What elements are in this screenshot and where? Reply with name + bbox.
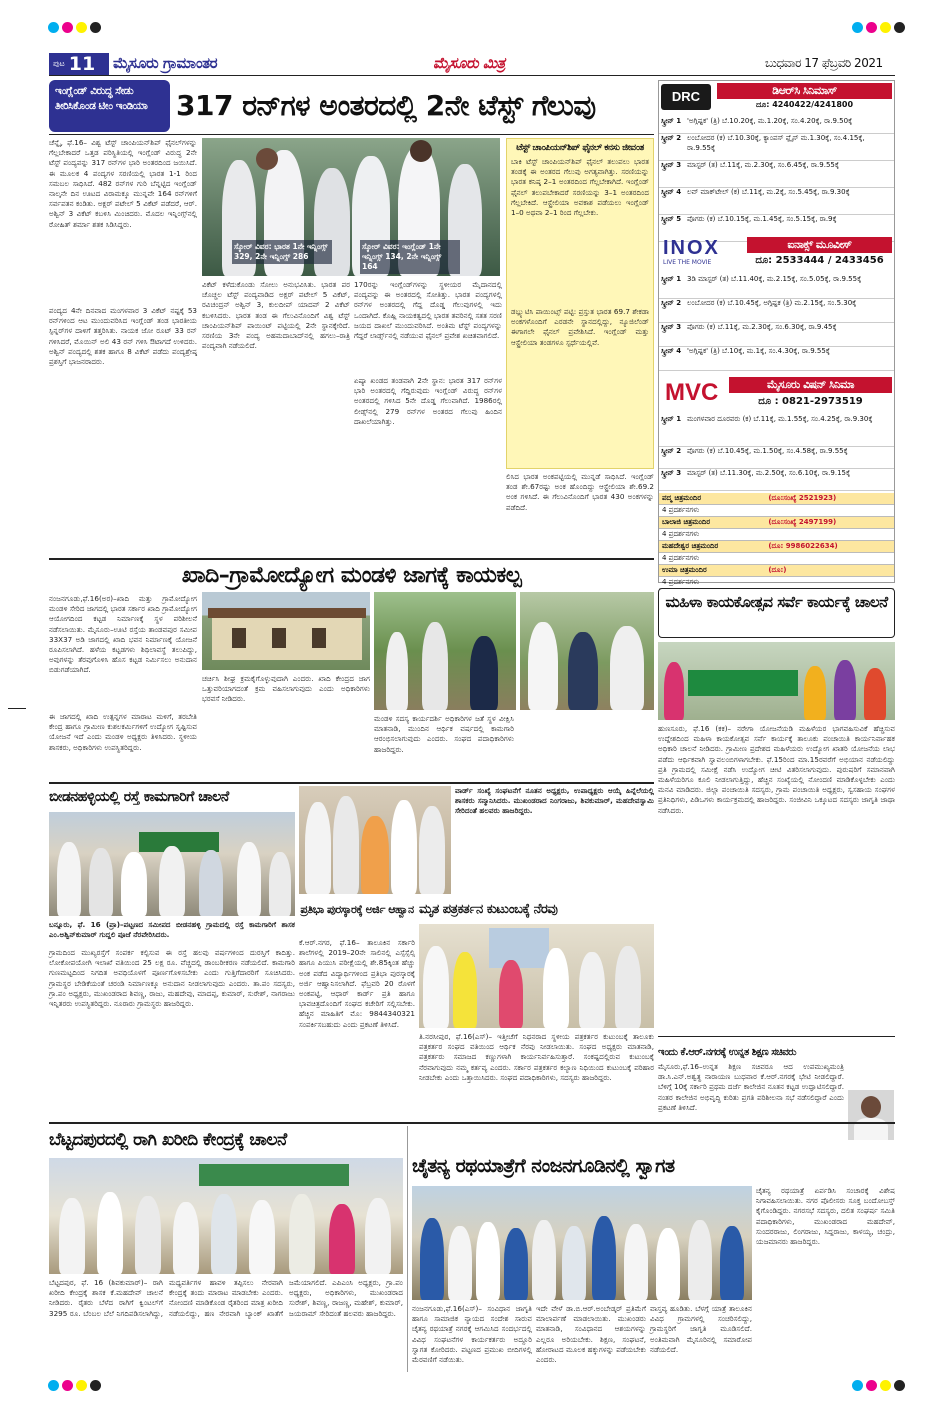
rath-headline-box: [412, 1150, 895, 1182]
lead-body-3: ವಿಕೆಟ್ ಕಳೆದುಕೊಂಡು ಸೋಲು ಅನುಭವಿಸಿತು. ಭಾರತ ಪರ ಚೊಚ್ಚಲ ಟೆಸ್ಟ್ ಪಂದ್ಯವಾಡಿದ ಅಕ್ಷರ್ ಪಟೇಲ್ 5 ವಿಕೆಟ್, ರವಿಚಂದ್ರನ್ ಅಶ್ವಿನ್ 3, ಕುಲದೀಪ್ ಯಾದವ್ 2 ವಿಕೆಟ್ ಕಬಳಿಸಿದರು. ಭಾರತ ತಂಡ ಈ ಗೆಲುವಿನೊಂದಿಗೆ ವಿಶ್ವ ಟೆಸ್ಟ್ ಚಾಂಪಿಯನ್‌ಶಿಪ್ ಪಾಯಿಂಟ್ ಪಟ್ಟಿಯಲ್ಲಿ 2ನೇ ಸ್ಥಾನಕ್ಕೇರಿದೆ. ಸರಣಿಯ 3ನೇ ಪಂದ್ಯ ಅಹಮದಾಬಾದ್‌ನಲ್ಲಿ ಹಗಲು–ರಾತ್ರಿ ಪಂದ್ಯವಾಗಿ ನಡೆಯಲಿದೆ.: [202, 280, 350, 351]
cinema-listings: [658, 80, 895, 586]
rath-headline: ಚೈತನ್ಯ ರಥಯಾತ್ರೆಗೆ ನಂಜನಗೂಡಿನಲ್ಲಿ ಸ್ವಾಗತ: [412, 1155, 675, 1177]
lead-body-8: ಲಿಸಿದ ಭಾರತ ಅಂಕಪಟ್ಟಿಯಲ್ಲಿ ಮುನ್ನಡೆ ಸಾಧಿಸಿದೆ. ಇಂಗ್ಲೆಂಡ್ ತಂಡ ಶೇ.67ರಷ್ಟು ಅಂಕ ಹೊಂದಿದ್ದು ಆಸ್ಟ್ರೇಲಿಯಾ ಶೇ.69.2 ಅಂಕ ಗಳಿಸಿದೆ. ಈ ಗೆಲುವಿನೊಂದಿಗೆ ಭಾರತ 430 ಅಂಕಗಳನ್ನು ಪಡೆದಿದೆ.: [506, 472, 654, 512]
lead-body-4: 170ರನ್ನು ಇಂಗ್ಲೆಂಡ್‌ಗಳನ್ನು ಸ್ಥಳೀಯರ ಮೈದಾನದಲ್ಲಿ ಪಂದ್ಯವನ್ನು ಈ ಅಂತರದಲ್ಲಿ ಸೋತಿತ್ತು. ಭಾರತ ಪಂದ್ಯಗಳಲ್ಲಿ ರನ್‌ಗಳ ಅಂತರದಲ್ಲಿ ಗೆದ್ದ ದೊಡ್ಡ ಗೆಲುವುಗಳಲ್ಲಿ ಇದು ಒಂದಾಗಿದೆ. ಕೊಹ್ಲಿ ನಾಯಕತ್ವದಲ್ಲಿ ಭಾರತ ತವರಿನಲ್ಲಿ ಸತತ ಸರಣಿ ಜಯದ ದಾಖಲೆ ಮುಂದುವರಿಸಿದೆ. ಅಂತಿಮ ಟೆಸ್ಟ್ ಪಂದ್ಯಗಳನ್ನು ಗೆದ್ದರೆ ಲಾರ್ಡ್ಸ್‌ನಲ್ಲಿ ನಡೆಯುವ ಫೈನಲ್ ಪ್ರವೇಶ ಖಚಿತವಾಗಲಿದೆ.: [354, 280, 502, 341]
listing-row: ಸ್ಕ್ರೀನ್ 4 'ಅಗ್ಗಿಷ್ಟಕ' (ತ್ರಿ) ಬೆ.10ಕ್ಕೆ, ಮ.1ಕ್ಕೆ, ಸಂ.4.30ಕ್ಕೆ, ರಾ.9.55ಕ್ಕೆ: [659, 347, 894, 371]
listing-row: ಸ್ಕ್ರೀನ್ 1 3ಡಿ ಮಾಸ್ಟರ್ (ತ) ಬೆ.11.40ಕ್ಕೆ, ಮ.2.15ಕ್ಕೆ, ಸಂ.5.05ಕ್ಕೆ, ರಾ.9.55ಕ್ಕೆ: [659, 275, 894, 299]
women-rally-photo: [658, 642, 895, 720]
rath-procession-photo: [412, 1186, 752, 1300]
listing-row: ಸ್ಕ್ರೀನ್ 2 ಲಂಬೋದರ (ಕ) ಬೆ.10.45ಕ್ಕೆ, ಅಗ್ಗಿಷ್ಟಕ (ತ್ರಿ) ಮ.2.15ಕ್ಕೆ, ಸಂ.5.30ಕ್ಕೆ: [659, 299, 894, 323]
theatre-show: 4 ಪ್ರದರ್ಶನಗಳು: [659, 505, 894, 517]
minister-portrait: [848, 1090, 894, 1140]
road-ceremony-photo: [49, 812, 295, 916]
lead-body-2: ಪಂದ್ಯದ 4ನೇ ದಿನವಾದ ಮಂಗಳವಾರ 3 ವಿಕೆಟ್ ನಷ್ಟಕ್ಕೆ 53 ರನ್‌ಗಳಿಂದ ಆಟ ಮುಂದುವರಿಸಿದ ಇಂಗ್ಲೆಂಡ್ ತಂಡ ಭಾರತೀಯ ಸ್ಪಿನ್ನರ್‌ಗಳ ದಾಳಿಗೆ ತತ್ತರಿಸಿತು. ನಾಯಕ ಜೋ ರೂಟ್ 33 ರನ್ ಗಳಿಸಿದರೆ, ಮೊಯಿನ್ ಅಲಿ 43 ರನ್ ಗಳಿಸಿ ಔಟಾಗದೆ ಉಳಿದರು. ಅಶ್ವಿನ್ ಪಂದ್ಯದಲ್ಲಿ ಶತಕ ಹಾಗೂ 8 ವಿಕೆಟ್ ಪಡೆದು ಪಂದ್ಯಶ್ರೇಷ್ಠ ಪ್ರಶಸ್ತಿಗೆ ಭಾಜನರಾದರು.: [49, 306, 197, 367]
paper-name: ಮೈಸೂರು ಮಿತ್ರ: [433, 54, 505, 72]
wtc-sidebar-title: ಟೆಸ್ಟ್ ಚಾಂಪಿಯನ್‌ಶಿಪ್ ಫೈನಲ್ ಕನಸು ಜೀವಂತ: [516, 143, 644, 153]
khadi-caption: ಚರ್ಚಿಸಿ ಶೀಘ್ರ ಕ್ರಮಕೈಗೊಳ್ಳುವುದಾಗಿ ಎಂದರು. ಖಾದಿ ಕೇಂದ್ರದ ಜಾಗ ಒತ್ತುವರಿಯಾಗದಂತೆ ಕ್ರಮ ವಹಿಸಲಾಗುವುದು ಎಂದು ಅಧಿಕಾರಿಗಳು ಭರವಸೆ ನೀಡಿದರು.: [202, 674, 370, 704]
women-headline: ಮಹಿಳಾ ಕಾಯಕೋತ್ಸವ ಸರ್ವೆ ಕಾರ್ಯಕ್ಕೆ ಚಾಲನೆ: [665, 593, 888, 611]
mvc-logo: MVC: [665, 379, 719, 406]
khadi-headline: ಖಾದಿ–ಗ್ರಾಮೋದ್ಯೋಗ ಮಂಡಳಿ ಜಾಗಕ್ಕೆ ಕಾಯಕಲ್ಪ: [181, 563, 522, 588]
drc-header: [659, 81, 894, 115]
registration-marks-bottom: [48, 1380, 948, 1394]
listing-row: ಸ್ಕ್ರೀನ್ 1 'ಅಗ್ಗಿಷ್ಟಕ' (ತ್ರಿ) ಬೆ.10.20ಕ್ಕೆ, ಮ.1.20ಕ್ಕೆ, ಸಂ.4.20ಕ್ಕೆ, ರಾ.9.50ಕ್ಕೆ: [659, 117, 894, 134]
inox-phone: ದೂ: 2533444 / 2433456: [755, 255, 884, 266]
ragi-event-photo: [49, 1158, 403, 1274]
theatre-phone: (ದೂ:ಸಂಖ್ಯೆ 2521923): [765, 493, 894, 505]
award-headline-box: [299, 898, 415, 934]
knagar-headline-box: [658, 1040, 895, 1060]
mvc-list: [659, 415, 894, 491]
felicitation-photo: [299, 786, 451, 894]
lead-body-1: ಚೆನ್ನೈ, ಫೆ.16– ವಿಶ್ವ ಟೆಸ್ಟ್ ಚಾಂಪಿಯನ್‌ಶಿಪ್ ಫೈನಲ್‌ಗಳನ್ನು ಗೆಲ್ಲಬೇಕಾದರೆ ಒತ್ತಡ ಪರಿಸ್ಥಿತಿಯಲ್ಲಿ ಇಂಗ್ಲೆಂಡ್ ವಿರುದ್ಧ 2ನೇ ಟೆಸ್ಟ್ ಪಂದ್ಯವನ್ನು 317 ರನ್‌ಗಳ ಭಾರಿ ಅಂತರದಿಂದ ಜಯಿಸಿದೆ. ಈ ಮೂಲಕ 4 ಪಂದ್ಯಗಳ ಸರಣಿಯಲ್ಲಿ ಭಾರತ 1-1 ರಿಂದ ಸಮಬಲ ಸಾಧಿಸಿದೆ. 482 ರನ್‌ಗಳ ಗುರಿ ಬೆನ್ನಟ್ಟಿದ ಇಂಗ್ಲೆಂಡ್ ನಾಲ್ಕನೇ ದಿನ ಊಟದ ವಿರಾಮಕ್ಕೂ ಮುನ್ನವೇ 164 ರನ್‌ಗಳಿಗೆ ಸರ್ವಪತನ ಕಂಡಿತು. ಅಕ್ಷರ್ ಪಟೇಲ್ 5 ವಿಕೆಟ್ ಪಡೆದರೆ, ಆರ್. ಅಶ್ವಿನ್ 3 ವಿಕೆಟ್ ಕಬಳಿಸಿ ಮಿಂಚಿದರು. ಮೊದಲ ಇನ್ನಿಂಗ್ಸ್‌ನಲ್ಲಿ ರೋಹಿತ್ ಶರ್ಮಾ ಶತಕ ಸಿಡಿಸಿದ್ದರು.: [49, 138, 197, 229]
drc-phone: ದೂ: 4240422/4241800: [755, 100, 854, 109]
theatre-show: 4 ಪ್ರದರ್ಶನಗಳು: [659, 577, 894, 589]
crop-mark: [8, 708, 26, 709]
page-label: ಪುಟ: [53, 59, 65, 68]
road-headline: ಬೀಡನಹಳ್ಳಿಯಲ್ಲಿ ರಸ್ತೆ ಕಾಮಗಾರಿಗೆ ಚಾಲನೆ: [49, 789, 229, 805]
theatre-phone: (ದೂ: 9986022634): [765, 541, 894, 553]
khadi-body-1: ನಂಜನಗೂಡು,ಫೆ.16(ಅರ)–ಖಾದಿ ಮತ್ತು ಗ್ರಾಮೋದ್ಯೋಗ ಮಂಡಳಿ ಸೇರಿದ ಜಾಗದಲ್ಲಿ ಭಾರತ ಸರ್ಕಾರ ಖಾದಿ ಗ್ರಾಮೋದ್ಯೋಗ ಆಯೋಗದಿಂದ ಕಟ್ಟಡ ನಿರ್ಮಾಣಕ್ಕೆ ಸ್ಥಳ ಪರಿಶೀಲನೆ ನಡೆಸಲಾಯಿತು. ಮೈಸೂರು–ಊಟಿ ರಸ್ತೆಯ ತಾಂಡವಪುರ ಸಮೀಪ 33X37 ಅಡಿ ಜಾಗದಲ್ಲಿ ಖಾದಿ ಭವನ ನಿರ್ಮಾಣಕ್ಕೆ ಯೋಜನೆ ರೂಪಿಸಲಾಗಿದೆ. ಹಳೆಯ ಕಟ್ಟಡಗಳು ಶಿಥಿಲಾವಸ್ಥೆ ತಲುಪಿದ್ದು, ಅವುಗಳನ್ನು ತೆರವುಗೊಳಿಸಿ ಹೊಸ ಕಟ್ಟಡ ನಿರ್ಮಿಸಲು ಅನುದಾನ ಬಿಡುಗಡೆಯಾಗಿದೆ.: [49, 594, 197, 675]
theatre-name: ಬಾಲಾಜಿ ಚಿತ್ರಮಂದಿರ: [659, 517, 765, 529]
inox-list: [659, 275, 894, 371]
khadi-site-visit-photo: [374, 592, 516, 710]
theatre-phone: (ದೂ:): [765, 565, 894, 577]
theatre-phone: (ದೂ:ಸಂಖ್ಯೆ 2497199): [765, 517, 894, 529]
wtc-sidebar-body-2: ಡಬ್ಲ್ಯುಟಿಸಿ ಪಾಯಿಂಟ್ಸ್ ಪಟ್ಟಿ: ಪ್ರಸ್ತುತ ಭಾರತ 69.7 ಶೇಕಡಾ ಅಂಕಗಳೊಂದಿಗೆ ಎರಡನೇ ಸ್ಥಾನದಲ್ಲಿದ್ದು, ನ್ಯೂಜಿಲೆಂಡ್ ಈಗಾಗಲೇ ಫೈನಲ್ ಪ್ರವೇಶಿಸಿದೆ. ಇಂಗ್ಲೆಂಡ್ ಮತ್ತು ಆಸ್ಟ್ರೇಲಿಯಾ ತಂಡಗಳೂ ಸ್ಪರ್ಧೆಯಲ್ಲಿವೆ.: [511, 307, 649, 347]
ragi-body: ಬೆಟ್ಟದಪುರ, ಫೆ. 16 (ಶಿವಕುಮಾರ್)– ರಾಗಿ ಖರೀದಿ ಕೇಂದ್ರಕ್ಕೆ ಶಾಸಕ ಕೆ.ಮಹದೇವ್ ಚಾಲನೆ ನೀಡಿದರು. ರೈತರು ಬೆಳೆದ ರಾಗಿಗೆ ಕ್ವಿಂಟಲ್‌ಗೆ 3295 ರೂ. ಬೆಂಬಲ ಬೆಲೆ ನಿಗದಿಪಡಿಸಲಾಗಿದ್ದು, ಮಧ್ಯವರ್ತಿಗಳ ಹಾವಳಿ ತಪ್ಪಿಸಲು ನೇರವಾಗಿ ಕೇಂದ್ರಕ್ಕೆ ತಂದು ಮಾರಾಟ ಮಾಡಬೇಕು ಎಂದರು. ನೋಂದಣಿ ಮಾಡಿಕೊಂಡ ರೈತರಿಂದ ಮಾತ್ರ ಖರೀದಿ ನಡೆಯಲಿದ್ದು, ಹಣ ನೇರವಾಗಿ ಬ್ಯಾಂಕ್ ಖಾತೆಗೆ ಜಮೆಯಾಗಲಿದೆ. ಎಪಿಎಂಸಿ ಅಧ್ಯಕ್ಷರು, ಗ್ರಾ.ಪಂ ಅಧ್ಯಕ್ಷರು, ಅಧಿಕಾರಿಗಳು, ಮುಖಂಡರಾದ ಸುರೇಶ್, ಶಿವಣ್ಣ, ರಾಜಣ್ಣ, ಮಹೇಶ್, ಕುಮಾರ್, ಜಯರಾಮ್ ಸೇರಿದಂತೆ ಹಲವರು ಹಾಜರಿದ್ದರು.: [49, 1278, 403, 1318]
women-headline-box: [658, 588, 895, 638]
knagar-body: ಮೈಸೂರು,ಫೆ.16–ಉನ್ನತ ಶಿಕ್ಷಣ ಸಚಿವರೂ ಆದ ಉಪಮುಖ್ಯಮಂತ್ರಿ ಡಾ.ಸಿ.ಎನ್.ಅಶ್ವತ್ಥ ನಾರಾಯಣ ಬುಧವಾರ ಕೆ.ಆರ್.ನಗರಕ್ಕೆ ಭೇಟಿ ನೀಡಲಿದ್ದಾರೆ. ಬೆಳಿಗ್ಗೆ 10ಕ್ಕೆ ಸರ್ಕಾರಿ ಪ್ರಥಮ ದರ್ಜೆ ಕಾಲೇಜಿನ ನೂತನ ಕಟ್ಟಡ ಉದ್ಘಾಟಿಸಲಿದ್ದಾರೆ. ನಂತರ ಕಾಲೇಜಿನ ಅಭಿವೃದ್ಧಿ ಕುರಿತು ಪ್ರಗತಿ ಪರಿಶೀಲನಾ ಸಭೆ ನಡೆಸಲಿದ್ದಾರೆ ಎಂದು ಪ್ರಕಟಣೆ ತಿಳಿಸಿದೆ.: [658, 1062, 844, 1112]
drc-list: [659, 117, 894, 242]
page-number: 11: [68, 53, 96, 75]
khadi-officials-photo: [520, 592, 654, 710]
theatre-name: ಉಮಾ ಚಿತ್ರಮಂದಿರ: [659, 565, 765, 577]
ragi-headline-box: [49, 1126, 403, 1154]
masthead: [49, 50, 895, 76]
listing-row: ಸ್ಕ್ರೀನ್ 3 ಪೊಗರು (ಕ) ಬೆ.11ಕ್ಕೆ, ಮ.2.30ಕ್ಕೆ, ಸಂ.6.30ಕ್ಕೆ, ರಾ.9.45ಕ್ಕೆ: [659, 323, 894, 347]
score-box-india: ಸ್ಕೋರ್ ವಿವರ: ಭಾರತ 1ನೇ ಇನ್ನಿಂಗ್ಸ್ 329, 2ನೇ ಇನ್ನಿಂಗ್ಸ್ 286: [232, 240, 332, 264]
theatre-table: [659, 493, 894, 589]
score-box-england: ಸ್ಕೋರ್ ವಿವರ: ಇಂಗ್ಲೆಂಡ್ 1ನೇ ಇನ್ನಿಂಗ್ಸ್ 134, 2ನೇ ಇನ್ನಿಂಗ್ಸ್ 164: [360, 240, 460, 274]
rath-body-2: ಇದೇ ವೇಳೆ ಡಾ.ಬಿ.ಆರ್.ಅಂಬೇಡ್ಕರ್ ಪ್ರತಿಮೆಗೆ ಮಾಲಾರ್ಪಣೆ ಮಾಡಲಾಯಿತು. ಮುಖಂಡರು ಮಾತನಾಡಿ, ಸಂವಿಧಾನದ ಆಶಯಗಳನ್ನು ಎಲ್ಲರೂ ಅರಿಯಬೇಕು. ಶಿಕ್ಷಣ, ಸಂಘಟನೆ, ಹೋರಾಟದ ಮೂಲಕ ಹಕ್ಕುಗಳನ್ನು ಪಡೆಯಬೇಕು ಎಂದರು.: [536, 1304, 646, 1365]
listing-row: ಸ್ಕ್ರೀನ್ 2 ಪೊಗರು (ಕ) ಬೆ.10.45ಕ್ಕೆ, ಮ.1.50ಕ್ಕೆ, ಸಂ.4.58ಕ್ಕೆ, ರಾ.9.55ಕ್ಕೆ: [659, 447, 894, 469]
knagar-headline: ಇಂದು ಕೆ.ಆರ್.ನಗರಕ್ಕೆ ಉನ್ನತ ಶಿಕ್ಷಣ ಸಚಿವರು: [658, 1047, 797, 1058]
mvc-title: ಮೈಸೂರು ವಿಷನ್ ಸಿನಿಮಾ: [729, 377, 892, 393]
award-headline: ಪ್ರತಿಭಾ ಪುರಸ್ಕಾರಕ್ಕೆ ಅರ್ಜಿ ಆಹ್ವಾನ: [300, 903, 414, 916]
listing-row: ಸ್ಕ್ರೀನ್ 1 ಮಂಗಳವಾರ ದೂರವರು (ಕ) ಬೆ.11ಕ್ಕೆ, ಮ.1.55ಕ್ಕೆ, ಸಂ.4.25ಕ್ಕೆ, ರಾ.9.30ಕ್ಕೆ: [659, 415, 894, 447]
registration-marks-top: [48, 22, 948, 36]
listing-row: ಸ್ಕ್ರೀನ್ 2 ಲಂಬೋದರ (ಕ) ಬೆ.10.30ಕ್ಕೆ, ಕ್ಯಾಂಪಸ್ ಫ್ಲೈಸ್ ಮ.1.30ಕ್ಕೆ, ಸಂ.4.15ಕ್ಕೆ, ರಾ.9.55ಕ್ಕೆ: [659, 134, 894, 161]
wtc-sidebar-body: ಬಾಕಿ ಟೆಸ್ಟ್ ಚಾಂಪಿಯನ್‌ಶಿಪ್ ಫೈನಲ್ ತಲುಪಲು ಭಾರತ ತಂಡಕ್ಕೆ ಈ ಅಂತರದ ಗೆಲುವು ಅಗತ್ಯವಾಗಿತ್ತು. ಸರಣಿಯನ್ನು ಭಾರತ ಕನಿಷ್ಠ 2–1 ಅಂತರದಿಂದ ಗೆಲ್ಲಬೇಕಾಗಿದೆ. ಇಂಗ್ಲೆಂಡ್ ಫೈನಲ್ ತಲುಪಬೇಕಾದರೆ ಸರಣಿಯನ್ನು 3–1 ಅಂತರದಿಂದ ಗೆಲ್ಲಬೇಕಿದೆ. ಆಸ್ಟ್ರೇಲಿಯಾ ಅವಕಾಶ ಪಡೆಯಲು ಇಂಗ್ಲೆಂಡ್ 1–0 ಅಥವಾ 2–1 ರಿಂದ ಗೆಲ್ಲಬೇಕು.: [511, 157, 649, 218]
rath-body-3: ವಾಸ್ತವ್ಯ ಹೂಡಿತು. ಬೆಳಗ್ಗೆ ಯಾತ್ರೆ ತಾಲೂಕಿನ ವಿವಿಧ ಗ್ರಾಮಗಳಲ್ಲಿ ಸಂಚರಿಸಲಿದ್ದು, ಗ್ರಾಮಸ್ಥರಿಗೆ ಜಾಗೃತಿ ಮೂಡಿಸಲಿದೆ. ಅಂತಿಮವಾಗಿ ಮೈಸೂರಿನಲ್ಲಿ ಸಮಾರೋಪ ನಡೆಯಲಿದೆ.: [650, 1304, 752, 1354]
inox-title: ಐನಾಕ್ಸ್ ಮೂವೀಸ್: [747, 237, 892, 253]
journalist-headline: ಮೃತ ಪತ್ರಕರ್ತನ ಕುಟುಂಬಕ್ಕೆ ನೆರವು: [419, 902, 558, 917]
listing-row: ಸ್ಕ್ರೀನ್ 4 ಲವ್ ಮಾಕ್‌ಟೇಲ್ (ಕ) ಬೆ.11ಕ್ಕೆ, ಮ.2ಕ್ಕೆ, ಸಂ.5.45ಕ್ಕೆ, ರಾ.9.30ಕ್ಕೆ: [659, 188, 894, 215]
rath-body-1: ನಂಜನಗೂಡು,ಫೆ.16(ಎಸ್)– ಸಂವಿಧಾನ ಜಾಗೃತಿ ಹಾಗೂ ಸಾಮಾಜಿಕ ನ್ಯಾಯದ ಸಂದೇಶ ಸಾರುವ ಚೈತನ್ಯ ರಥಯಾತ್ರೆ ನಗರಕ್ಕೆ ಆಗಮಿಸಿದ ಸಂದರ್ಭದಲ್ಲಿ ವಿವಿಧ ಸಂಘಟನೆಗಳ ಕಾರ್ಯಕರ್ತರು ಅದ್ದೂರಿ ಸ್ವಾಗತ ಕೋರಿದರು. ಪಟ್ಟಣದ ಪ್ರಮುಖ ಬೀದಿಗಳಲ್ಲಿ ಮೆರವಣಿಗೆ ನಡೆಯಿತು.: [412, 1304, 532, 1365]
felicitation-caption: ವಾರ್ಡ್ ಸಂಖ್ಯೆ ಸಂಘಟನೆಗೆ ನೂತನ ಅಧ್ಯಕ್ಷರು, ಉಪಾಧ್ಯಕ್ಷರು ಆಯ್ಕೆ ಹಿನ್ನೆಲೆಯಲ್ಲಿ ಶಾಸಕರು ಸನ್ಮಾನಿಸಿದರು. ಮುಖಂಡರಾದ ನಿಂಗರಾಜು, ಶಿವಕುಮಾರ್, ಮಹದೇವಸ್ವಾಮಿ ಸೇರಿದಂತೆ ಹಲವರು ಹಾಜರಿದ್ದರು.: [455, 786, 654, 816]
drc-title: ಡಿಆರ್‌ಸಿ ಸಿನಿಮಾಸ್: [717, 83, 892, 99]
theatre-name: ಮಹದೇಶ್ವರ ಚಿತ್ರಮಂದಿರ: [659, 541, 765, 553]
mvc-header: [659, 373, 894, 413]
road-body: ಗ್ರಾಮದಿಂದ ಮುಖ್ಯರಸ್ತೆಗೆ ಸಂಪರ್ಕ ಕಲ್ಪಿಸುವ ಈ ರಸ್ತೆ ಹಲವು ವರ್ಷಗಳಿಂದ ದುರಸ್ತಿಗೆ ಕಾದಿತ್ತು. ಲೋಕೋಪಯೋಗಿ ಇಲಾಖೆ ವತಿಯಿಂದ 25 ಲಕ್ಷ ರೂ. ವೆಚ್ಚದಲ್ಲಿ ಡಾಂಬರೀಕರಣ ನಡೆಯಲಿದೆ. ಕಾಮಗಾರಿ ಗುಣಮಟ್ಟದಿಂದ ನಿಗದಿತ ಅವಧಿಯೊಳಗೆ ಪೂರ್ಣಗೊಳಿಸಬೇಕು ಎಂದು ಗುತ್ತಿಗೆದಾರರಿಗೆ ಸೂಚಿಸಿದರು. ಗ್ರಾಮಸ್ಥರ ಬೇಡಿಕೆಯಂತೆ ಚರಂಡಿ ನಿರ್ಮಾಣಕ್ಕೂ ಅನುದಾನ ನೀಡಲಾಗುವುದು ಎಂದರು. ತಾ.ಪಂ ಸದಸ್ಯರು, ಗ್ರಾ.ಪಂ ಅಧ್ಯಕ್ಷರು, ಮುಖಂಡರಾದ ಶಿವಣ್ಣ, ರಾಜು, ಮಹದೇವು, ಮಾದಪ್ಪ, ಕುಮಾರ್, ಸುರೇಶ್, ನಾಗರಾಜು ಇನ್ನಿತರರು ಉಪಸ್ಥಿತರಿದ್ದರು. ನೂರಾರು ಗ್ರಾಮಸ್ಥರು ಹಾಜರಿದ್ದರು.: [49, 948, 295, 1009]
listing-row: ಸ್ಕ್ರೀನ್ 3 ಮಾಸ್ಟರ್ (ತ) ಬೆ.11ಕ್ಕೆ, ಮ.2.30ಕ್ಕೆ, ಸಂ.6.45ಕ್ಕೆ, ರಾ.9.55ಕ್ಕೆ: [659, 161, 894, 188]
khadi-body-3: ಮಂಡಳಿ ಸದಸ್ಯ ಕಾರ್ಯದರ್ಶಿ ಅಧಿಕಾರಿಗಳ ಜತೆ ಸ್ಥಳ ವೀಕ್ಷಿಸಿ ಮಾತನಾಡಿ, ಮುಂದಿನ ಆರ್ಥಿಕ ವರ್ಷದಲ್ಲಿ ಕಾಮಗಾರಿ ಆರಂಭಿಸಲಾಗುವುದು ಎಂದರು. ಸಂಘದ ಪದಾಧಿಕಾರಿಗಳು ಹಾಜರಿದ್ದರು.: [374, 714, 514, 754]
theatre-name: ಪದ್ಮ ಚಿತ್ರಮಂದಿರ: [659, 493, 765, 505]
lead-kicker: ಇಂಗ್ಲೆಂಡ್ ವಿರುದ್ಧ ಸೇಡು ತೀರಿಸಿಕೊಂಡ ಟೀಂ ಇಂಡಿಯಾ: [49, 80, 170, 132]
section-title: ಮೈಸೂರು ಗ್ರಾಮಾಂತರ: [113, 54, 218, 72]
listing-row: ಸ್ಕ್ರೀನ್ 3 ಮಾಸ್ಟರ್ (ತ) ಬೆ.11.30ಕ್ಕೆ, ಮ.2.50ಕ್ಕೆ, ಸಂ.6.10ಕ್ಕೆ, ರಾ.9.15ಕ್ಕೆ: [659, 469, 894, 491]
khadi-building-photo: [202, 592, 370, 670]
journalist-photo: [419, 924, 654, 1028]
road-caption: ಬನ್ನೂರು, ಫೆ. 16 (ಪ್ರಾ)–ಪಟ್ಟಣದ ಸಮೀಪದ ಬೀಡನಹಳ್ಳಿ ಗ್ರಾಮದಲ್ಲಿ ರಸ್ತೆ ಕಾಮಗಾರಿಗೆ ಶಾಸಕ ಎಂ.ಅಶ್ವಿನ್‌ಕುಮಾರ್ ಗುದ್ದಲಿ ಪೂಜೆ ನೆರವೇರಿಸಿದರು.: [49, 920, 295, 940]
page-date: ಬುಧವಾರ 17 ಫೆಬ್ರವರಿ 2021: [765, 56, 883, 70]
theatre-show: 4 ಪ್ರದರ್ಶನಗಳು: [659, 529, 894, 541]
ragi-headline: ಬೆಟ್ಟದಪುರದಲ್ಲಿ ರಾಗಿ ಖರೀದಿ ಕೇಂದ್ರಕ್ಕೆ ಚಾಲನೆ: [49, 1130, 287, 1150]
journalist-headline-box: [419, 898, 654, 920]
theatre-show: 4 ಪ್ರದರ್ಶನಗಳು: [659, 553, 894, 565]
inox-logo: INOX LIVE THE MOVIE: [663, 237, 720, 266]
journalist-body: ತಿ.ನರಸೀಪುರ, ಫೆ.16(ಎಸ್)– ಇತ್ತೀಚೆಗೆ ನಿಧನರಾದ ಸ್ಥಳೀಯ ಪತ್ರಕರ್ತರ ಕುಟುಂಬಕ್ಕೆ ತಾಲೂಕು ಪತ್ರಕರ್ತರ ಸಂಘದ ವತಿಯಿಂದ ಆರ್ಥಿಕ ನೆರವು ನೀಡಲಾಯಿತು. ಸಂಘದ ಅಧ್ಯಕ್ಷರು ಮಾತನಾಡಿ, ಪತ್ರಕರ್ತರು ಸಮಾಜದ ಕಣ್ಣುಗಳಾಗಿ ಕಾರ್ಯನಿರ್ವಹಿಸುತ್ತಾರೆ. ಸಂಕಷ್ಟದಲ್ಲಿರುವ ಕುಟುಂಬಕ್ಕೆ ನೆರವಾಗುವುದು ನಮ್ಮ ಕರ್ತವ್ಯ ಎಂದರು. ಸರ್ಕಾರ ಪತ್ರಕರ್ತರ ಕಲ್ಯಾಣ ನಿಧಿಯಿಂದ ಕುಟುಂಬಕ್ಕೆ ಪರಿಹಾರ ನೀಡಬೇಕು ಎಂದು ಒತ್ತಾಯಿಸಿದರು. ಸಂಘದ ಪದಾಧಿಕಾರಿಗಳು, ಸದಸ್ಯರು ಹಾಜರಿದ್ದರು.: [419, 1032, 654, 1082]
listing-row: ಸ್ಕ್ರೀನ್ 5 ಪೊಗರು (ಕ) ಬೆ.10.15ಕ್ಕೆ, ಮ.1.45ಕ್ಕೆ, ಸಂ.5.15ಕ್ಕೆ, ರಾ.9ಕ್ಕೆ: [659, 215, 894, 242]
khadi-body-2: ಈ ಜಾಗದಲ್ಲಿ ಖಾದಿ ಉತ್ಪನ್ನಗಳ ಮಾರಾಟ ಮಳಿಗೆ, ತರಬೇತಿ ಕೇಂದ್ರ ಹಾಗೂ ಗ್ರಾಮೀಣ ಕುಶಲಕರ್ಮಿಗಳಿಗೆ ಉದ್ಯೋಗ ಸೃಷ್ಟಿಸುವ ಯೋಜನೆ ಇದೆ ಎಂದು ಮಂಡಳಿ ಅಧ್ಯಕ್ಷರು ತಿಳಿಸಿದರು. ಸ್ಥಳೀಯ ಶಾಸಕರು, ಅಧಿಕಾರಿಗಳು ಉಪಸ್ಥಿತರಿದ್ದರು.: [49, 712, 197, 752]
award-body: ಕೆ.ಆರ್.ನಗರ, ಫೆ.16– ತಾಲೂಕಿನ ಸರ್ಕಾರಿ ಶಾಲೆಗಳಲ್ಲಿ 2019–20ನೇ ಸಾಲಿನಲ್ಲಿ ಎಸ್ಸೆಸ್ಸೆಲ್ಸಿ ಹಾಗೂ ಪಿಯುಸಿ ಪರೀಕ್ಷೆಯಲ್ಲಿ ಶೇ.85ಕ್ಕಿಂತ ಹೆಚ್ಚು ಅಂಕ ಪಡೆದ ವಿದ್ಯಾರ್ಥಿಗಳಿಂದ ಪ್ರತಿಭಾ ಪುರಸ್ಕಾರಕ್ಕೆ ಅರ್ಜಿ ಆಹ್ವಾನಿಸಲಾಗಿದೆ. ಫೆಬ್ರವರಿ 20 ರೊಳಗೆ ಅಂಕಪಟ್ಟಿ, ಆಧಾರ್ ಕಾರ್ಡ್ ಪ್ರತಿ ಹಾಗೂ ಭಾವಚಿತ್ರದೊಂದಿಗೆ ಸಂಘದ ಕಚೇರಿಗೆ ಸಲ್ಲಿಸಬೇಕು. ಹೆಚ್ಚಿನ ಮಾಹಿತಿಗೆ ಮೊ: 9844340321 ಸಂಪರ್ಕಿಸಬಹುದು ಎಂದು ಪ್ರಕಟಣೆ ತಿಳಿಸಿದೆ.: [299, 938, 415, 1029]
road-headline-box: [49, 786, 295, 808]
page-label-badge: [49, 53, 109, 75]
inox-header: [659, 235, 894, 273]
women-body: ಹುಣಸೂರು, ಫೆ.16 (ಕಕ)– ನರೇಗಾ ಯೋಜನೆಯಡಿ ಮಹಿಳೆಯರ ಭಾಗವಹಿಸುವಿಕೆ ಹೆಚ್ಚಿಸುವ ಉದ್ದೇಶದಿಂದ ಮಹಿಳಾ ಕಾಯಕೋತ್ಸವ ಸರ್ವೆ ಕಾರ್ಯಕ್ಕೆ ತಾಲೂಕು ಪಂಚಾಯಿತಿ ಕಾರ್ಯನಿರ್ವಾಹಕ ಅಧಿಕಾರಿ ಚಾಲನೆ ನೀಡಿದರು. ಗ್ರಾಮೀಣ ಪ್ರದೇಶದ ಮಹಿಳೆಯರು ಉದ್ಯೋಗ ಖಾತರಿ ಯೋಜನೆಯ ಲಾಭ ಪಡೆದು ಆರ್ಥಿಕವಾಗಿ ಸ್ವಾವಲಂಬಿಗಳಾಗಬೇಕು. ಫೆ.15ರಿಂದ ಮಾ.15ರವರೆಗೆ ಅಭಿಯಾನ ನಡೆಯಲಿದ್ದು ಪ್ರತಿ ಗ್ರಾಮದಲ್ಲಿ ಸಮೀಕ್ಷೆ ನಡೆಸಿ ಉದ್ಯೋಗ ಚೀಟಿ ವಿತರಿಸಲಾಗುವುದು. ಪುರುಷರಿಗೆ ಸಮಾನವಾಗಿ ಮಹಿಳೆಯರಿಗೂ ಕೂಲಿ ನೀಡಲಾಗುತ್ತಿದ್ದು, ಹೆಚ್ಚಿನ ಸಂಖ್ಯೆಯಲ್ಲಿ ನೋಂದಣಿ ಮಾಡಿಕೊಳ್ಳಬೇಕು ಎಂದು ಮನವಿ ಮಾಡಿದರು. ಜಿಲ್ಲಾ ಪಂಚಾಯಿತಿ ಸದಸ್ಯರು, ಗ್ರಾಮ ಪಂಚಾಯಿತಿ ಅಧ್ಯಕ್ಷರು, ಸ್ವಸಹಾಯ ಸಂಘಗಳ ಪ್ರತಿನಿಧಿಗಳು, ಪಿಡಿಒಗಳು ಕಾರ್ಯಕ್ರಮದಲ್ಲಿ ಹಾಜರಿದ್ದರು. ಸಂಜೀವಿನಿ ಒಕ್ಕೂಟದ ಸದಸ್ಯರು ಜಾಗೃತಿ ಜಾಥಾ ನಡೆಸಿದರು.: [658, 724, 895, 815]
mvc-phone: ದೂ : 0821-2973519: [758, 396, 863, 407]
drc-logo: DRC: [661, 84, 711, 110]
wtc-sidebar: [506, 138, 654, 469]
rath-body-4: ಚೈತನ್ಯ ರಥಯಾತ್ರೆ ಏರ್ಪಡಿಸಿ ಸಂಚಾರಕ್ಕೆ ವಿಶೇಷ ನಿಗಾವಹಿಸಲಾಯಿತು. ನಗರ ಪೊಲೀಸರು ಸೂಕ್ತ ಬಂದೋಬಸ್ತ್ ಕೈಗೊಂಡಿದ್ದರು. ನಗರಸಭೆ ಸದಸ್ಯರು, ದಲಿತ ಸಂಘರ್ಷ ಸಮಿತಿ ಪದಾಧಿಕಾರಿಗಳು, ಮುಖಂಡರಾದ ಮಹದೇವ್, ಸುಂದರರಾಜು, ಲಿಂಗರಾಜು, ಸಿದ್ದರಾಜು, ಕಾಳಯ್ಯ, ಚಂದ್ರು, ಯಜಮಾನರು ಹಾಜರಿದ್ದರು.: [756, 1186, 895, 1247]
lead-headline: 317 ರನ್‌ಗಳ ಅಂತರದಲ್ಲಿ 2ನೇ ಟೆಸ್ಟ್ ಗೆಲುವು: [176, 89, 596, 122]
lead-body-5: ಏಷ್ಯಾ ಖಂಡದ ತಂಡವಾಗಿ 2ನೇ ಸ್ಥಾನ: ಭಾರತ 317 ರನ್‌ಗಳ ಭಾರಿ ಅಂತರದಲ್ಲಿ ಗೆದ್ದಿರುವುದು ಇಂಗ್ಲೆಂಡ್ ವಿರುದ್ಧ ರನ್‌ಗಳ ಅಂತರದಲ್ಲಿ ಗಳಿಸಿದ 5ನೇ ದೊಡ್ಡ ಗೆಲುವಾಗಿದೆ. 1986ರಲ್ಲಿ ಲೀಡ್ಸ್‌ನಲ್ಲಿ 279 ರನ್‌ಗಳ ಅಂತರದ ಗೆಲುವು ಹಿಂದಿನ ದಾಖಲೆಯಾಗಿತ್ತು.: [354, 376, 502, 426]
